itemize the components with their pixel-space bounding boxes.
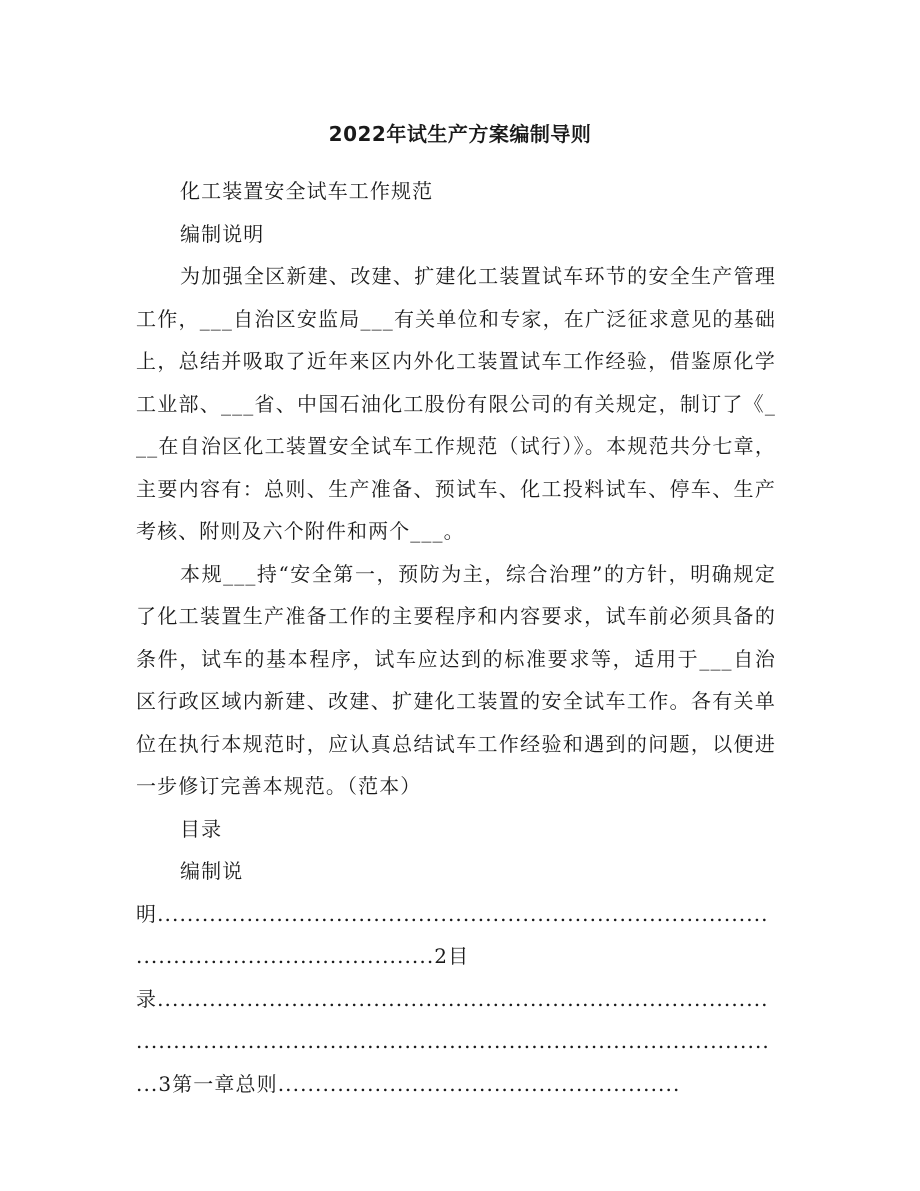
toc-entries: 编制说明..........................................................................................................................2目录..........................................................................................................................................................................3第一章总则......................................................: [136, 859, 770, 1096]
document-body: [136, 170, 776, 1105]
preface-paragraph-1: 为加强全区新建、改建、扩建化工装置试车环节的安全生产管理工作，___自治区安监局___有关单位和专家，在广泛征求意见的基础上，总结并吸取了近年来区内外化工装置试车工作经验，借鉴原化学工业部、___省、中国石油化工股份有限公司的有关规定，制订了《___在自治区化工装置安全试车工作规范（试行）》。本规范共分七章，主要内容有：总则、生产准备、预试车、化工投料试车、停车、生产考核、附则及六个附件和两个___。: [136, 264, 776, 543]
preface-paragraph-2: 本规___持“安全第一，预防为主，综合治理”的方针，明确规定了化工装置生产准备工作的主要程序和内容要求，试车前必须具备的条件，试车的基本程序，试车应达到的标准要求等，适用于___自治区行政区域内新建、改建、扩建化工装置的安全试车工作。各有关单位在执行本规范时，应认真总结试车工作经验和遇到的问题，以便进一步修订完善本规范。（范本）: [136, 561, 776, 798]
document-title: 2022年试生产方案编制导则: [328, 122, 592, 146]
toc-heading: 目录: [180, 816, 223, 841]
preface-heading: 编制说明: [180, 221, 265, 246]
document-subtitle: 化工装置安全试车工作规范: [180, 179, 434, 203]
